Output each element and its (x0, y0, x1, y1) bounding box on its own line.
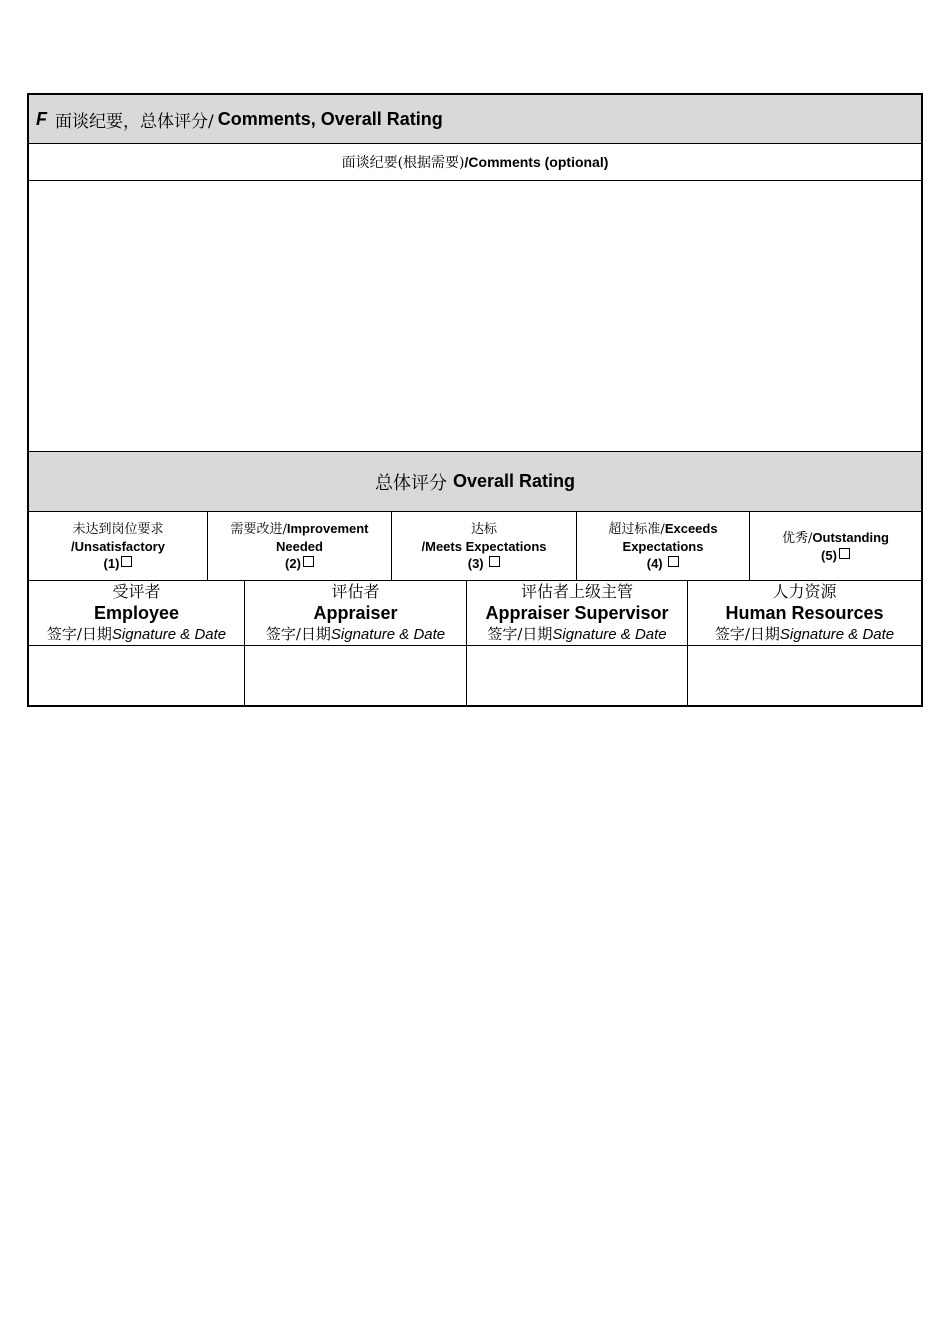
rating-label-en: Exceeds Expectations (622, 521, 718, 554)
role-cn: 人力资源 (772, 582, 837, 601)
comments-label (29, 144, 921, 181)
sig-label-cn: 签字/日期 (487, 625, 553, 643)
rating-checkbox-1[interactable] (121, 556, 132, 567)
rating-label-cn: 超过标准/ (608, 522, 665, 537)
signature-field-appraiser-supervisor[interactable] (467, 646, 688, 705)
rating-label-en: Outstanding (812, 529, 889, 545)
overall-rating-header (29, 452, 921, 512)
sig-label-en: Signature & Date (779, 626, 895, 643)
section-header (29, 95, 921, 144)
sig-label-en: Signature & Date (111, 626, 227, 643)
comments-label-en: /Comments (optional) (464, 154, 609, 170)
comments-label-cn: 面谈纪要 (341, 155, 398, 171)
comments-field[interactable] (29, 181, 921, 452)
signature-header-appraiser (245, 581, 467, 645)
rating-number: (2) (285, 556, 301, 571)
role-en: Appraiser (313, 603, 398, 623)
rating-label-en: /Unsatisfactory (71, 538, 165, 554)
rating-option-meets-expectations (392, 512, 577, 580)
overall-title-cn: 总体评分 (374, 472, 447, 494)
role-en: Appraiser Supervisor (485, 603, 669, 623)
sig-label-en: Signature & Date (330, 626, 446, 643)
rating-label-cn: 需要改进/ (230, 522, 287, 537)
signature-field-employee[interactable] (29, 646, 245, 705)
comments-rating-form (27, 93, 923, 707)
rating-checkbox-2[interactable] (303, 556, 314, 567)
rating-option-improvement-needed (208, 512, 392, 580)
rating-label-cn: 未达到岗位要求 (72, 521, 164, 537)
rating-checkbox-4[interactable] (668, 556, 679, 567)
rating-label-en: Improvement Needed (276, 521, 369, 554)
rating-label-cn: 优秀/ (782, 530, 813, 546)
sig-label-cn: 签字/日期 (265, 625, 331, 643)
role-cn: 受评者 (112, 582, 161, 601)
rating-options (29, 512, 921, 581)
sig-label-cn: 签字/日期 (46, 625, 112, 643)
rating-number: (5) (821, 547, 837, 563)
rating-number: (3) (467, 555, 484, 571)
sig-label-cn: 签字/日期 (714, 625, 780, 643)
rating-number: (4) (646, 556, 663, 571)
rating-checkbox-5[interactable] (839, 548, 850, 559)
section-title-cn: 面谈纪要，总体评分/ (55, 111, 214, 132)
signature-fields (29, 646, 921, 705)
sig-label-en: Signature & Date (552, 626, 667, 643)
signature-header-employee (29, 581, 245, 645)
rating-option-unsatisfactory (29, 512, 208, 580)
role-cn: 评估者 (331, 582, 380, 601)
signature-headers (29, 581, 921, 646)
signature-field-appraiser[interactable] (245, 646, 467, 705)
role-cn: 评估者上级主管 (520, 582, 633, 601)
section-letter: F (36, 108, 47, 129)
role-en: Human Resources (725, 603, 884, 623)
signature-header-appraiser-supervisor (467, 581, 688, 645)
overall-title-en: Overall Rating (452, 471, 576, 491)
section-title-en: Comments, Overall Rating (217, 108, 443, 129)
comments-label-paren: (根据需要) (397, 155, 465, 171)
role-en: Employee (93, 603, 180, 623)
rating-label-cn: 达标 (470, 521, 497, 537)
rating-checkbox-3[interactable] (489, 556, 500, 567)
rating-number: (1) (103, 555, 120, 571)
signature-field-human-resources[interactable] (688, 646, 921, 705)
signature-header-human-resources (688, 581, 921, 645)
rating-label-en: /Meets Expectations (421, 538, 547, 554)
rating-option-exceeds-expectations (577, 512, 750, 580)
rating-option-outstanding (750, 512, 921, 580)
